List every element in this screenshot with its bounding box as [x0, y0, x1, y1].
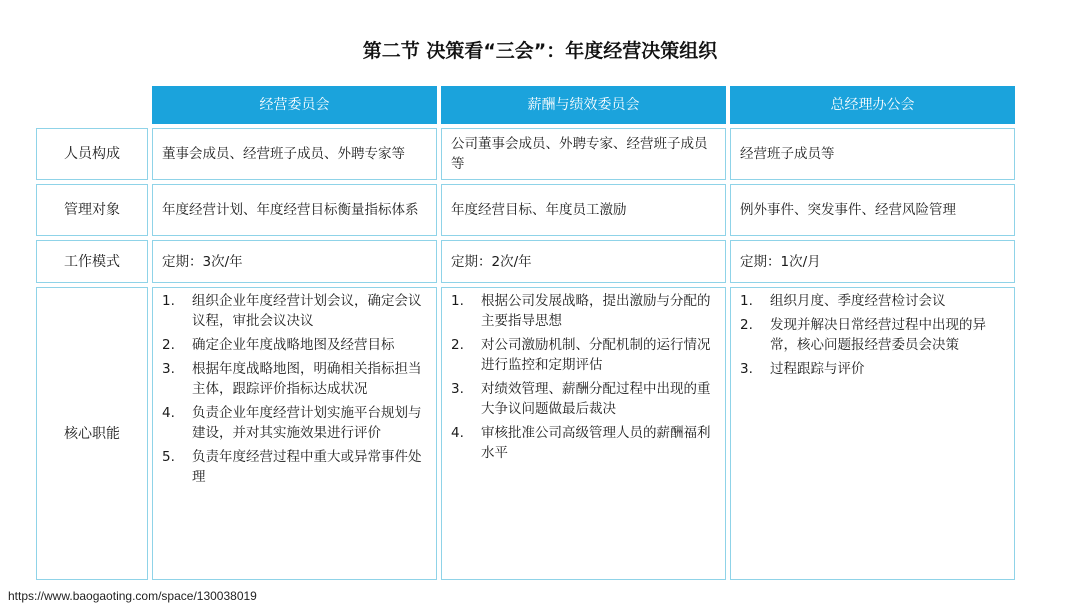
row-label-functions: 核心职能 [36, 287, 148, 580]
row-label-targets: 管理对象 [36, 184, 148, 236]
members-cell: 董事会成员、经营班子成员、外聘专家等 [152, 128, 437, 180]
list-item: 2. 对公司激励机制、分配机制的运行情况进行监控和定期评估 [451, 337, 711, 373]
column-header-gm-office: 总经理办公会 [730, 86, 1015, 124]
targets-cell: 年度经营目标、年度员工激励 [441, 184, 726, 236]
row-label-mode: 工作模式 [36, 240, 148, 283]
row-label-members: 人员构成 [36, 128, 148, 180]
functions-list [451, 291, 716, 467]
list-item: 1. 组织企业年度经营计划会议，确定会议议程，审批会议决议 [162, 293, 422, 329]
committee-table [36, 86, 1013, 580]
functions-list [740, 291, 1005, 383]
list-item: 3. 过程跟踪与评价 [740, 361, 865, 377]
table-corner [36, 86, 148, 124]
targets-cell: 年度经营计划、年度经营目标衡量指标体系 [152, 184, 437, 236]
list-item: 4. 审核批准公司高级管理人员的薪酬福利水平 [451, 425, 711, 461]
list-item: 2. 发现并解决日常经营过程中出现的异常，核心问题报经营委员会决策 [740, 317, 986, 353]
mode-cell: 定期：1次/月 [730, 240, 1015, 283]
list-item: 2. 确定企业年度战略地图及经营目标 [162, 337, 395, 353]
members-cell: 经营班子成员等 [730, 128, 1015, 180]
functions-cell-gm-office [730, 287, 1015, 580]
source-link[interactable]: https://www.baogaoting.com/space/130038019 [8, 589, 257, 603]
targets-cell: 例外事件、突发事件、经营风险管理 [730, 184, 1015, 236]
list-item: 1. 组织月度、季度经营检讨会议 [740, 293, 946, 309]
column-header-operation-committee: 经营委员会 [152, 86, 437, 124]
functions-cell-operation [152, 287, 437, 580]
list-item: 1. 根据公司发展战略，提出激励与分配的主要指导思想 [451, 293, 711, 329]
list-item: 3. 根据年度战略地图，明确相关指标担当主体，跟踪评价指标达成状况 [162, 361, 422, 397]
list-item: 3. 对绩效管理、薪酬分配过程中出现的重大争议问题做最后裁决 [451, 381, 711, 417]
members-cell: 公司董事会成员、外聘专家、经营班子成员等 [441, 128, 726, 180]
mode-cell: 定期：2次/年 [441, 240, 726, 283]
list-item: 5. 负责年度经营过程中重大或异常事件处理 [162, 449, 422, 485]
mode-cell: 定期：3次/年 [152, 240, 437, 283]
page-title: 第二节 决策看“三会”：年度经营决策组织 [362, 40, 718, 62]
list-item: 4. 负责企业年度经营计划实施平台规划与建设，并对其实施效果进行评价 [162, 405, 422, 441]
functions-list [162, 291, 427, 491]
column-header-compensation-committee: 薪酬与绩效委员会 [441, 86, 726, 124]
functions-cell-compensation [441, 287, 726, 580]
